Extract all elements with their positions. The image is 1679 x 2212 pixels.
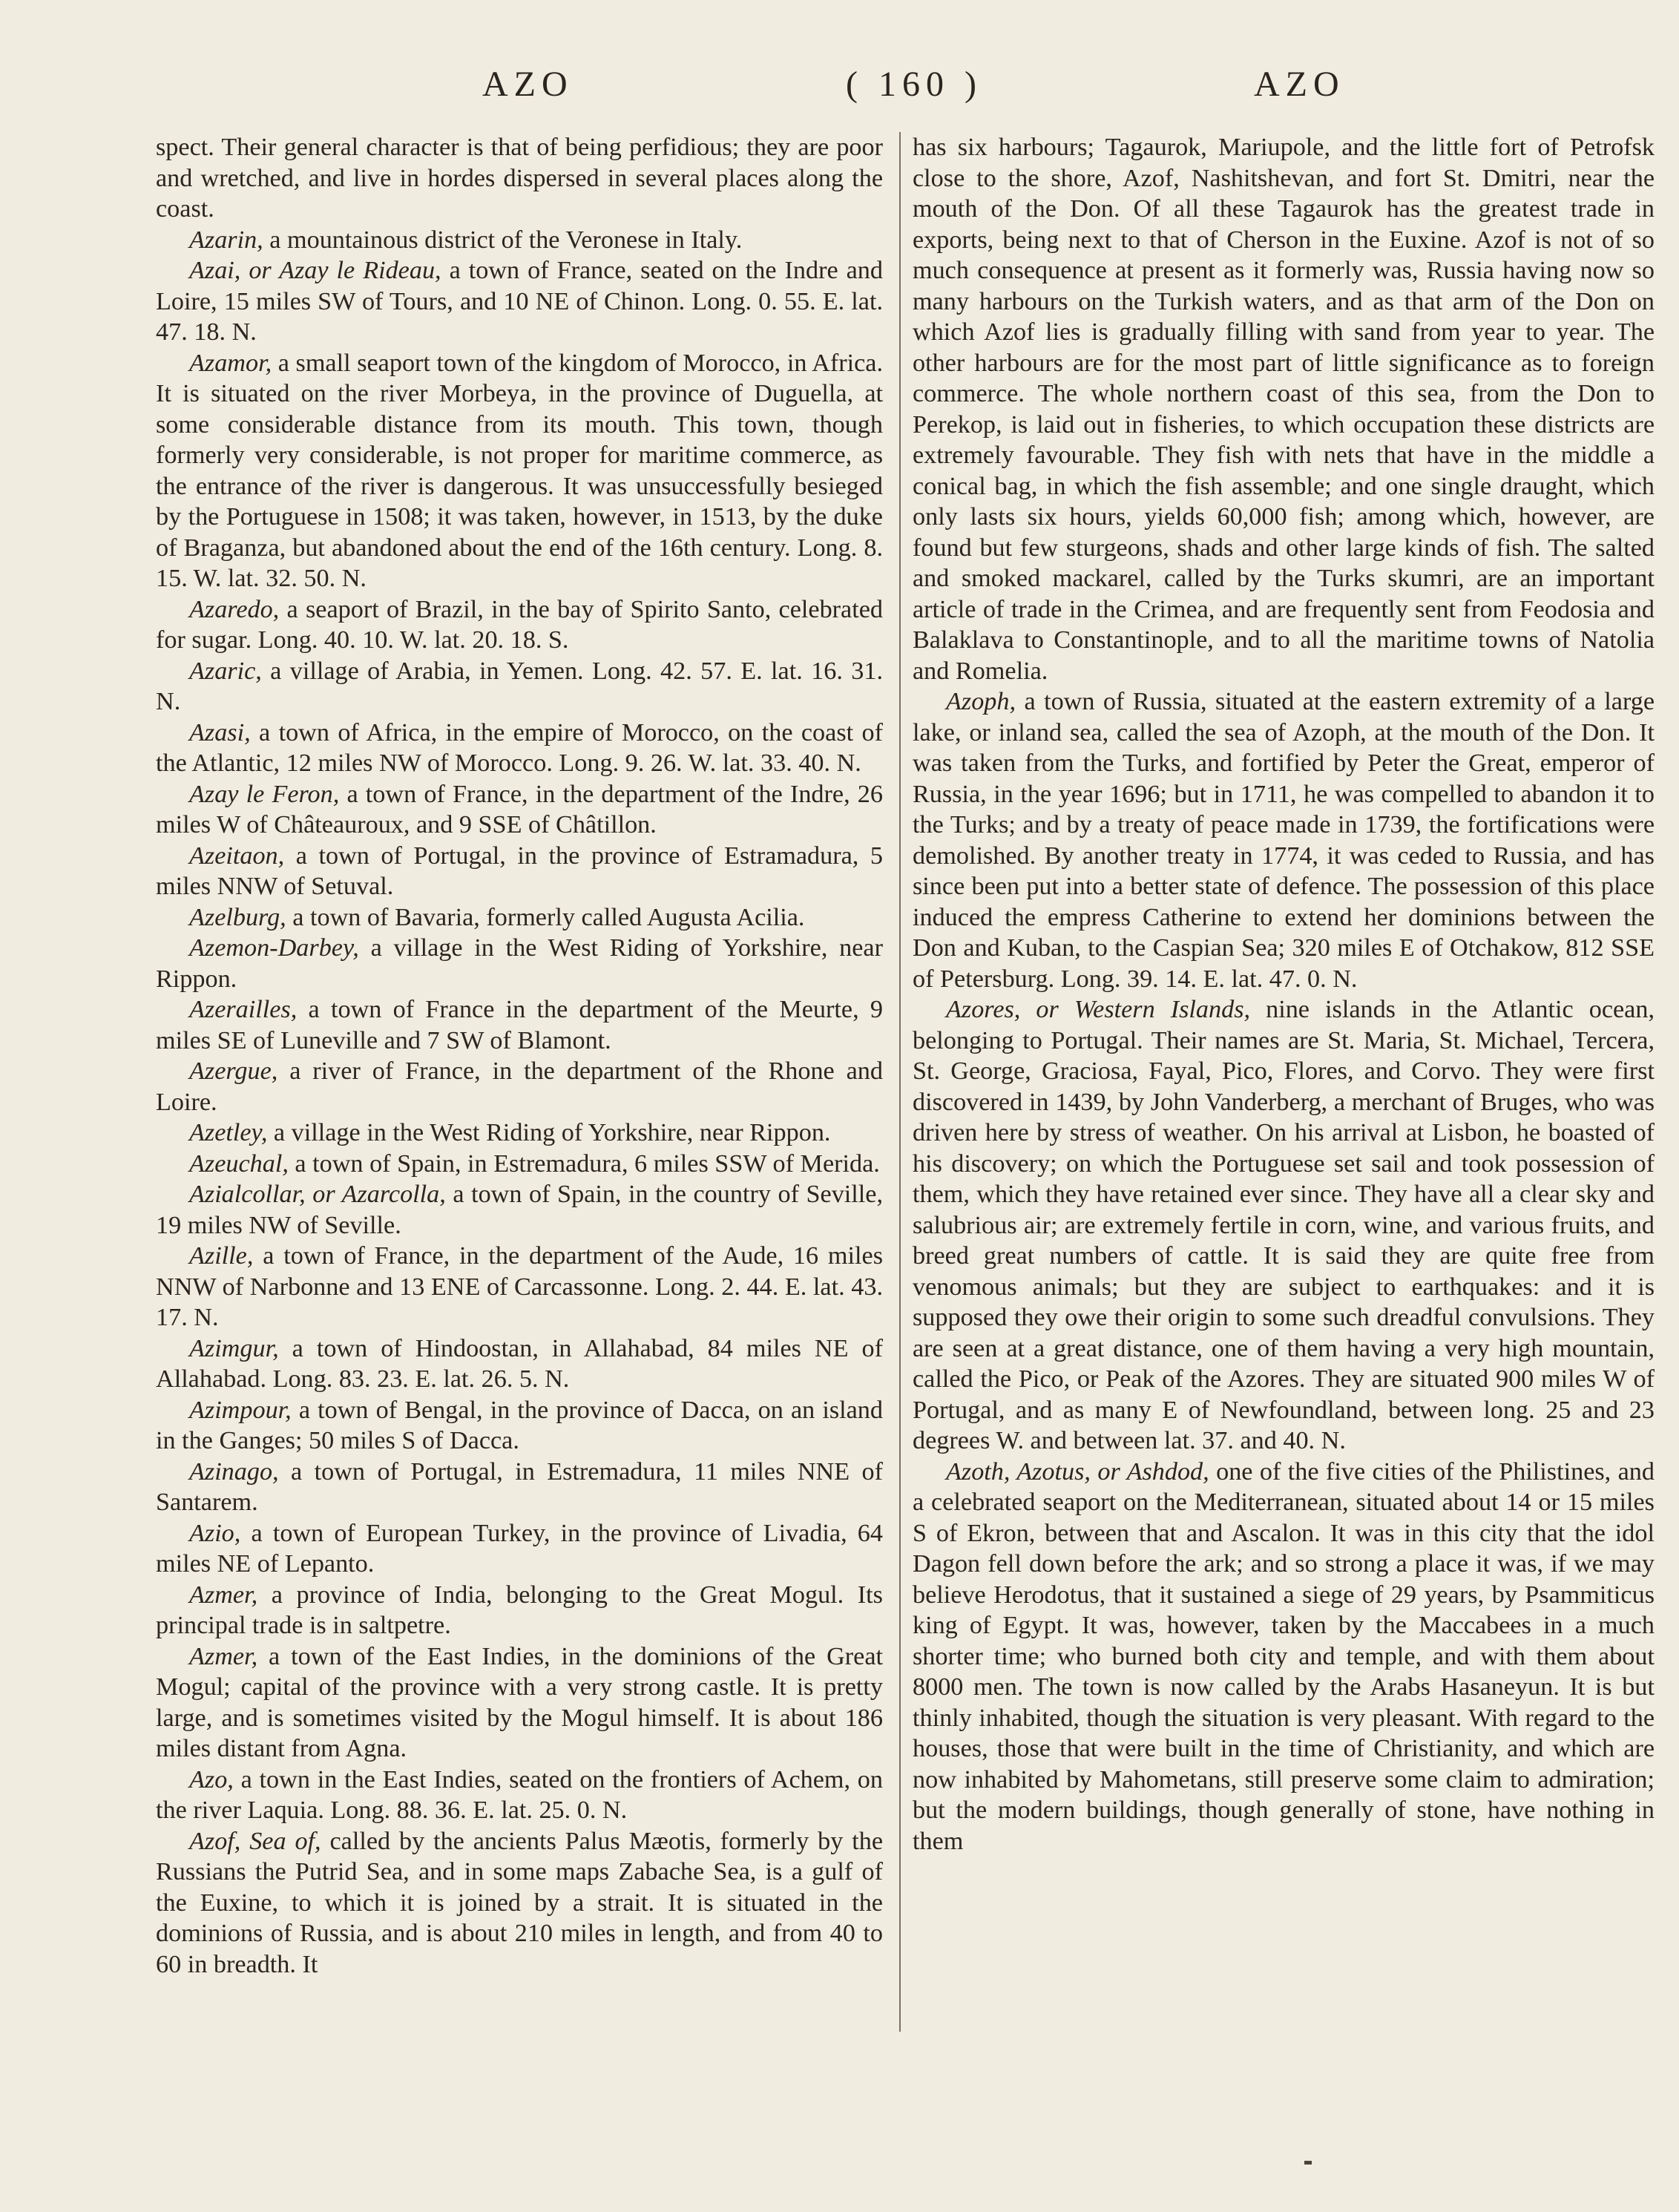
- entry-text: one of the five cities of the Philistines, and a celebrated seaport on the Mediterranean, situated about 14 or 15 miles S of Ekron, between that and Ascalon. It was in this city that the idol Dagon fell down before the ark; and so strong a place it was, if we may believe Herodotus, that it sustained a siege of 29 years, by Psammiticus king of Egypt. It was, however, taken by the Maccabees in a much shorter time; who burned both city and temple, and with them about 8000 men. The town is now called by the Arabs Hasaneyun. It is but thinly inhabited, though the situation is very pleasant. With regard to the houses, those that were built in the time of Christianity, and which are now inhabited by Mahometans, still preserve some claim to admiration; but the modern buildings, though generally of stone, have nothing in them: [913, 1457, 1655, 1855]
- entry-text: a town of European Turkey, in the province of Livadia, 64 miles NE of Lepanto.: [156, 1519, 883, 1578]
- entry-text: a town of the East Indies, in the dominions of the Great Mogul; capital of the province with a very strong castle. It is pretty large, and is sometimes visited by the Mogul himself. It is about 186 miles distant from Agna.: [156, 1642, 883, 1762]
- dictionary-entry: [156, 594, 883, 656]
- dictionary-entry: [156, 225, 883, 256]
- entry-text: a town of Spain, in Estremadura, 6 miles SSW of Merida.: [288, 1149, 880, 1178]
- dictionary-entry: [156, 1395, 883, 1457]
- entry-headword: Azemon-Darbey,: [189, 934, 359, 962]
- page-number: ( 160 ): [846, 65, 982, 104]
- entry-headword: Azaric,: [189, 657, 262, 685]
- dictionary-entry: [156, 1118, 883, 1149]
- dictionary-entry: [913, 686, 1655, 994]
- dictionary-entry: [156, 1580, 883, 1641]
- column-divider: [899, 132, 901, 2032]
- dictionary-entry: [156, 1641, 883, 1765]
- entry-headword: Azmer,: [189, 1642, 258, 1670]
- entry-headword: Azeitaon,: [189, 841, 285, 870]
- entry-text: a village in the West Riding of Yorkshire, near Rippon.: [156, 934, 883, 993]
- entry-text: a town of France in the department of the Meurte, 9 miles SE of Luneville and 7 SW of Blamont.: [156, 996, 883, 1054]
- entry-text: a town of Russia, situated at the eastern extremity of a large lake, or inland sea, called the sea of Azoph, at the mouth of the Don. It was taken from the Turks, and fortified by Peter the Great, emperor of Russia, in the year 1696; but in 1711, he was compelled to abandon it to the Turks; and by a treaty of peace made in 1739, the fortifications were demolished. By another treaty in 1774, it was ceded to Russia, and has since been put into a better state of defence. The possession of this place induced the empress Catherine to extend her dominions between the Don and Kuban, to the Caspian Sea; 320 miles E of Otchakow, 812 SSE of Petersburg. Long. 39. 14. E. lat. 47. 0. N.: [913, 688, 1655, 993]
- entry-headword: Azimgur,: [189, 1334, 279, 1362]
- dictionary-entry: [156, 1056, 883, 1118]
- entry-headword: Azasi,: [189, 718, 251, 746]
- entry-headword: Azaredo,: [189, 595, 280, 623]
- dictionary-entry: [156, 902, 883, 933]
- entry-headword: Azay le Feron,: [189, 780, 340, 808]
- entry-headword: Azialcollar, or Azarcolla,: [189, 1181, 446, 1208]
- entry-headword: Azmer,: [189, 1581, 258, 1609]
- dictionary-entry: [156, 1826, 883, 1980]
- entry-headword: Azimpour,: [189, 1396, 292, 1424]
- dictionary-entry: [156, 933, 883, 994]
- entry-text: has six harbours; Tagaurok, Mariupole, and the little fort of Petrofsk close to the shore, Azof, Nashitshevan, and fort St. Dmitri, near the mouth of the Don. Of all these Tagaurok has the greatest trade in exports, being next to that of Cherson in the Euxine. Azof is not of so much consequence at present as it formerly was, Russia having now so many harbours on the Turkish waters, and as that arm of the Don on which Azof lies is gradually filling with sand from year to year. The other harbours are for the most part of little significance as to foreign commerce. The whole northern coast of this sea, from the Don to Perekop, is laid out in fisheries, to which occupation these districts are extremely favourable. They fish with nets that have in the middle a conical bag, in which the fish assemble; and one single draught, which only lasts six hours, yields 60,000 fish; among which, however, are found but few sturgeons, shads and other large kinds of fish. The salted and smoked mackarel, called by the Turks skumri, are an important article of trade in the Crimea, and are frequently sent from Feodosia and Balaklava to Constantinople, and to all the maritime towns of Natolia and Romelia.: [913, 134, 1655, 685]
- dictionary-entry: [156, 841, 883, 902]
- entry-text: a river of France, in the department of the Rhone and Loire.: [156, 1057, 883, 1116]
- entry-text: a town in the East Indies, seated on the frontiers of Achem, on the river Laquia. Long. 88. 36. E. lat. 25. 0. N.: [156, 1765, 883, 1824]
- entry-headword: Azergue,: [189, 1057, 278, 1085]
- dictionary-entry: [156, 1518, 883, 1580]
- dictionary-entry: [156, 718, 883, 779]
- running-header: [156, 64, 1531, 116]
- dictionary-entry: [156, 1765, 883, 1826]
- entry-text: called by the ancients Palus Mæotis, formerly by the Russians the Putrid Sea, and in some maps Zabache Sea, is a gulf of the Euxine, to which it is joined by a strait. It is situated in the dominions of Russia, and is about 210 miles in length, and from 40 to 60 in breadth. It: [156, 1827, 883, 1978]
- header-right-keyword: AZO: [1254, 65, 1345, 104]
- entry-headword: Azoth, Azotus, or Ashdod,: [946, 1457, 1209, 1486]
- header-left-keyword: AZO: [482, 65, 574, 104]
- dictionary-entry: [913, 994, 1655, 1457]
- ink-mark: [1304, 2161, 1312, 2165]
- entry-text: a town of France, in the department of the Aude, 16 miles NNW of Narbonne and 13 ENE of Carcassonne. Long. 2. 44. E. lat. 43. 17. N.: [156, 1242, 883, 1331]
- right-column: [913, 132, 1655, 1857]
- entry-headword: Azio,: [189, 1519, 241, 1547]
- entry-headword: Azo,: [189, 1765, 234, 1793]
- dictionary-entry: [156, 1333, 883, 1395]
- entry-headword: Azamor,: [189, 349, 272, 377]
- entry-text: a town of Bavaria, formerly called Augusta Acilia.: [286, 903, 805, 931]
- entry-text: a town of Portugal, in Estremadura, 11 miles NNE of Santarem.: [156, 1457, 883, 1516]
- entry-headword: Azeuchal,: [189, 1149, 289, 1178]
- dictionary-entry: [156, 348, 883, 594]
- dictionary-entry: [156, 779, 883, 841]
- dictionary-entry: [913, 132, 1655, 686]
- entry-text: a town of Africa, in the empire of Morocco, on the coast of the Atlantic, 12 miles NW of Morocco. Long. 9. 26. W. lat. 33. 40. N.: [156, 718, 883, 777]
- entry-text: a small seaport town of the kingdom of Morocco, in Africa. It is situated on the river Morbeya, in the province of Duguella, at some considerable distance from its mouth. This town, though formerly very considerable, is not proper for maritime commerce, as the entrance of the river is dangerous. It was unsuccessfully besieged by the Portuguese in 1508; it was taken, however, in 1513, by the duke of Braganza, but abandoned about the end of the 16th century. Long. 8. 15. W. lat. 32. 50. N.: [156, 349, 883, 592]
- dictionary-entry: [156, 132, 883, 225]
- entry-headword: Azoph,: [946, 688, 1016, 715]
- entry-text: a village of Arabia, in Yemen. Long. 42. 57. E. lat. 16. 31. N.: [156, 657, 883, 715]
- dictionary-entry: [156, 255, 883, 348]
- entry-text: a town of France, in the department of the Indre, 26 miles W of Châteauroux, and 9 SSE of Châtillon.: [156, 780, 883, 838]
- entry-headword: Azinago,: [189, 1457, 279, 1486]
- entry-text: a town of France, seated on the Indre and Loire, 15 miles SW of Tours, and 10 NE of Chinon. Long. 0. 55. E. lat. 47. 18. N.: [156, 257, 883, 346]
- entry-text: a province of India, belonging to the Great Mogul. Its principal trade is in saltpetre.: [156, 1581, 883, 1639]
- entry-text: a town of Bengal, in the province of Dacca, on an island in the Ganges; 50 miles S of Dacca.: [156, 1396, 883, 1454]
- entry-headword: Azerailles,: [189, 996, 298, 1023]
- entry-text: a town of Portugal, in the province of Estramadura, 5 miles NNW of Setuval.: [156, 841, 883, 900]
- entry-text: nine islands in the Atlantic ocean, belonging to Portugal. Their names are St. Maria, St. Michael, Tercera, St. George, Graciosa, Fayal, Pico, Flores, and Corvo. They were first discovered in 1439, by John Vanderberg, a merchant of Bruges, who was driven here by stress of weather. On his arrival at Lisbon, he boasted of his discovery; on which the Portuguese set sail and took possession of them, which they have retained ever since. They have all a clear sky and salubrious air; are extremely fertile in corn, wine, and various fruits, and breed great numbers of cattle. It is said they are quite free from venomous animals; but they are subject to earthquakes: and it is supposed they owe their origin to some such dreadful convulsions. They are seen at a great distance, one of them having a very high mountain, called the Pico, or Peak of the Azores. They are situated 900 miles W of Portugal, and as many E of Newfoundland, between long. 25 and 23 degrees W. and between lat. 37. and 40. N.: [913, 996, 1655, 1454]
- entry-headword: Azelburg,: [189, 903, 286, 931]
- dictionary-entry: [156, 1241, 883, 1333]
- left-column: [156, 132, 883, 1980]
- dictionary-entry: [156, 1457, 883, 1518]
- entry-text: a village in the West Riding of Yorkshire, near Rippon.: [267, 1119, 831, 1146]
- entry-text: a town of Hindoostan, in Allahabad, 84 miles NE of Allahabad. Long. 83. 23. E. lat. 26. 5. N.: [156, 1334, 883, 1393]
- dictionary-entry: [913, 1457, 1655, 1857]
- entry-headword: Azores, or Western Islands,: [946, 996, 1251, 1023]
- entry-headword: Azarin,: [189, 226, 263, 254]
- entry-text: a mountainous district of the Veronese in Italy.: [263, 226, 743, 254]
- dictionary-entry: [156, 1179, 883, 1241]
- entry-headword: Azai, or Azay le Rideau,: [189, 257, 441, 284]
- entry-text: spect. Their general character is that of being perfidious; they are poor and wretched, and live in hordes dispersed in several places along the coast.: [156, 134, 883, 223]
- entry-headword: Azetley,: [189, 1119, 268, 1146]
- dictionary-entry: [156, 656, 883, 718]
- dictionary-entry: [156, 994, 883, 1056]
- entry-text: a seaport of Brazil, in the bay of Spirito Santo, celebrated for sugar. Long. 40. 10. W. lat. 20. 18. S.: [156, 595, 883, 654]
- entry-headword: Azof, Sea of,: [189, 1827, 321, 1855]
- dictionary-entry: [156, 1149, 883, 1180]
- entry-headword: Azille,: [189, 1242, 254, 1270]
- entry-text: a town of Spain, in the country of Seville, 19 miles NW of Seville.: [156, 1181, 883, 1239]
